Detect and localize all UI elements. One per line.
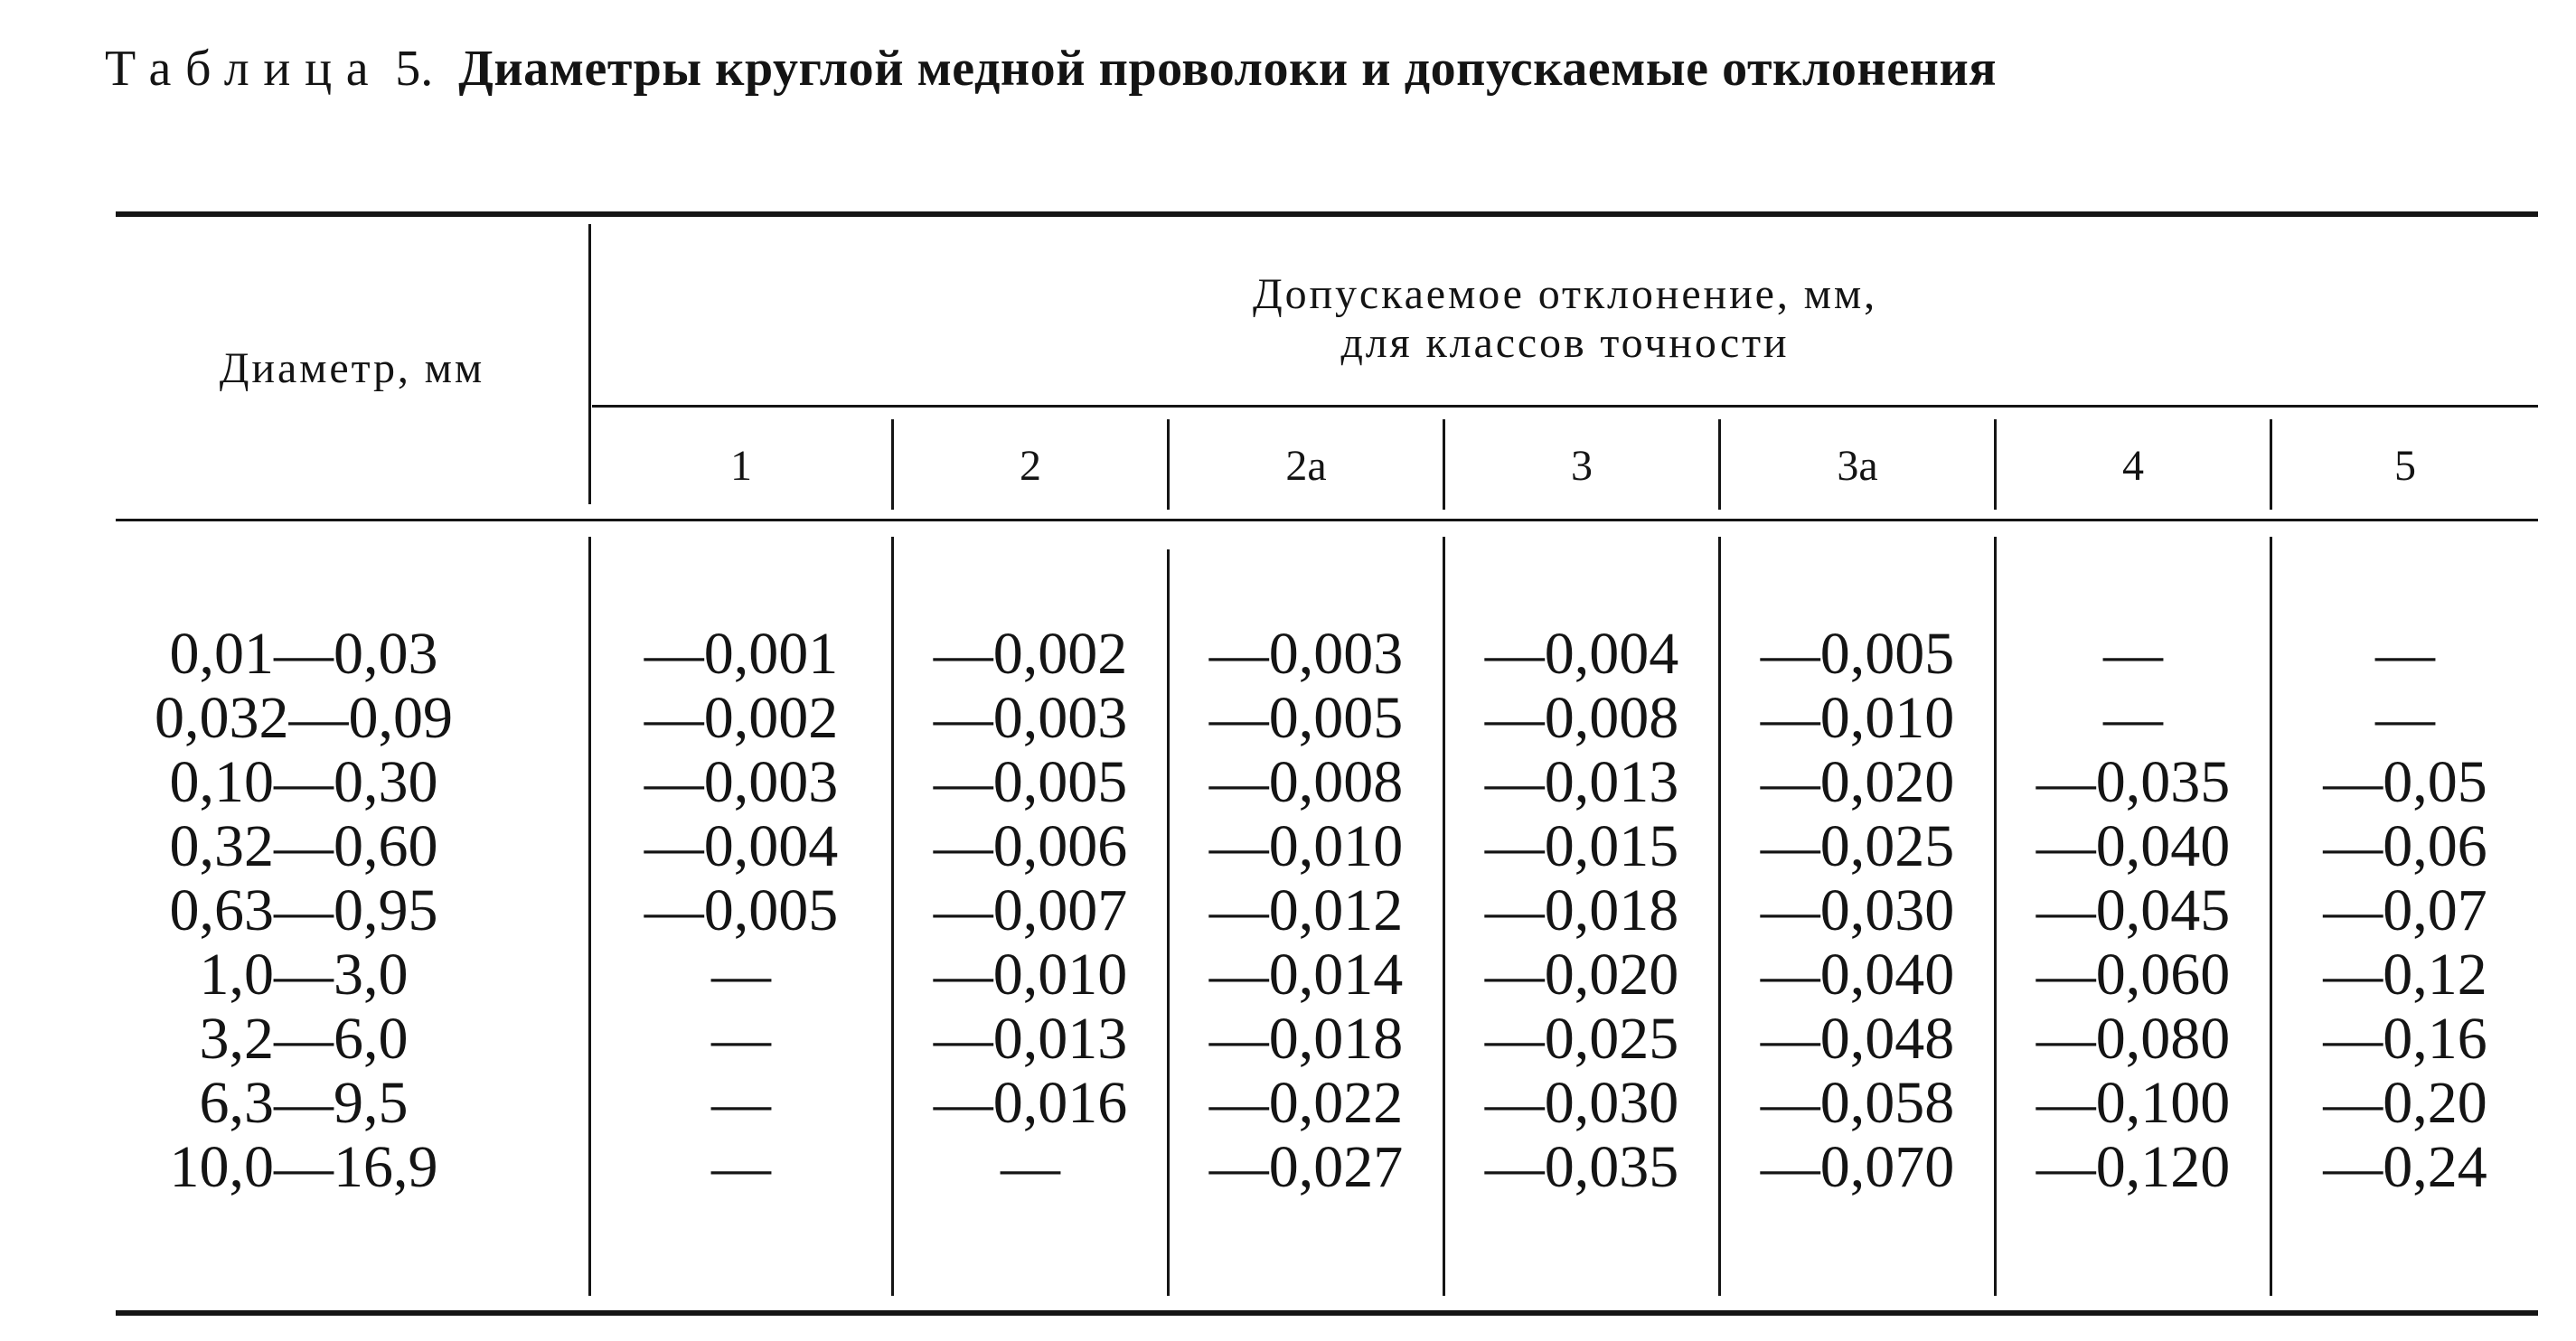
value-cell: —0,015 [1484,813,1679,879]
class-header-2: 2 [1020,442,1041,490]
value-cell: —0,006 [933,813,1128,879]
value-cell: —0,003 [644,749,839,815]
value-cell: —0,025 [1484,1006,1679,1072]
class-header-3a: 3а [1837,442,1878,490]
value-cell: —0,045 [2035,877,2231,943]
value-cell: —0,010 [1760,685,1955,751]
value-cell: —0,030 [1484,1070,1679,1136]
value-cell: —0,016 [933,1070,1128,1136]
class-header-3: 3 [1571,442,1593,490]
value-cell: — [2103,685,2163,751]
diameter-cell: 0,10—0,30 [169,749,438,815]
value-cell: — [711,1134,771,1200]
value-cell: —0,080 [2035,1006,2231,1072]
table-bottom-rule [116,1310,2538,1316]
value-cell: —0,030 [1760,877,1955,943]
value-cell: —0,120 [2035,1134,2231,1200]
value-cell: —0,12 [2323,942,2487,1008]
header-bottom-rule [116,519,2538,521]
value-cell: —0,005 [644,877,839,943]
value-cell: —0,035 [2035,749,2231,815]
value-cell: —0,003 [933,685,1128,751]
table-caption [105,40,2500,98]
value-cell: —0,018 [1208,1006,1404,1072]
table-top-rule [116,211,2538,217]
value-cell: —0,025 [1760,813,1955,879]
value-cell: —0,005 [1760,621,1955,687]
value-cell: —0,012 [1208,877,1404,943]
value-cell: —0,05 [2323,749,2487,815]
value-cell: —0,027 [1208,1134,1404,1200]
value-cell: —0,07 [2323,877,2487,943]
value-cell: —0,100 [2035,1070,2231,1136]
caption-label: Таблица [105,41,383,97]
deviation-header-line1: Допускаемое отклонение, мм, [1252,270,1877,318]
value-cell: —0,020 [1484,942,1679,1008]
value-cell: —0,013 [933,1006,1128,1072]
diameter-cell: 0,032—0,09 [155,685,453,751]
diameter-cell: 6,3—9,5 [199,1070,409,1136]
caption-number: 5. [395,41,434,97]
class-header-5: 5 [2394,442,2416,490]
value-cell: —0,002 [933,621,1128,687]
value-cell: —0,004 [644,813,839,879]
value-cell: — [711,1006,771,1072]
diameter-cell: 1,0—3,0 [199,942,409,1008]
diameter-cell: 0,63—0,95 [169,877,438,943]
value-cell: —0,040 [2035,813,2231,879]
value-cell: —0,010 [1208,813,1404,879]
value-cell: —0,008 [1208,749,1404,815]
value-cell: —0,040 [1760,942,1955,1008]
value-cell: —0,007 [933,877,1128,943]
diameter-column-header: Диаметр, мм [219,344,485,392]
value-cell: —0,001 [644,621,839,687]
class-header-2a: 2а [1285,442,1327,490]
value-cell: — [2375,685,2435,751]
value-cell: — [711,942,771,1008]
diameter-cell: 0,32—0,60 [169,813,438,879]
value-cell: —0,24 [2323,1134,2487,1200]
value-cell: —0,048 [1760,1006,1955,1072]
value-cell: —0,06 [2323,813,2487,879]
value-cell: —0,035 [1484,1134,1679,1200]
diameter-cell: 10,0—16,9 [169,1134,438,1200]
value-cell: —0,018 [1484,877,1679,943]
value-cell: —0,022 [1208,1070,1404,1136]
value-cell: —0,013 [1484,749,1679,815]
value-cell: —0,20 [2323,1070,2487,1136]
value-cell: —0,003 [1208,621,1404,687]
class-header-4: 4 [2122,442,2144,490]
caption-title: Диаметры круглой медной проволоки и допускаемые отклонения [458,41,1998,97]
value-cell: —0,005 [933,749,1128,815]
diameter-cell: 0,01—0,03 [169,621,438,687]
deviation-header-line2: для классов точности [1340,319,1790,367]
class-header-rule [592,405,2538,408]
value-cell: —0,060 [2035,942,2231,1008]
value-cell: — [1001,1134,1060,1200]
diameter-cell: 3,2—6,0 [199,1006,409,1072]
value-cell: — [2103,621,2163,687]
value-cell: — [2375,621,2435,687]
value-cell: —0,16 [2323,1006,2487,1072]
value-cell: —0,004 [1484,621,1679,687]
value-cell: —0,070 [1760,1134,1955,1200]
class-header-1: 1 [730,442,752,490]
value-cell: — [711,1070,771,1136]
value-cell: —0,020 [1760,749,1955,815]
value-cell: —0,014 [1208,942,1404,1008]
value-cell: —0,058 [1760,1070,1955,1136]
value-cell: —0,005 [1208,685,1404,751]
value-cell: —0,008 [1484,685,1679,751]
value-cell: —0,010 [933,942,1128,1008]
value-cell: —0,002 [644,685,839,751]
